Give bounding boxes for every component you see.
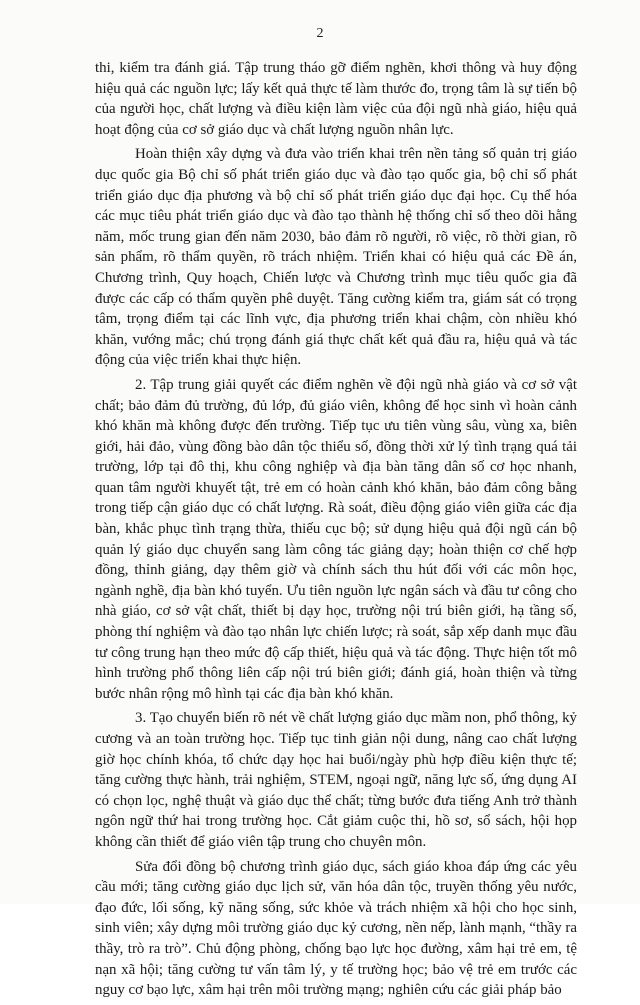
paragraph-item-2: 2. Tập trung giải quyết các điểm nghẽn về đội ngũ nhà giáo và cơ sở vật chất; bảo đảm đủ trường, đủ lớp, đủ giáo viên, không để học sinh vì hoàn cảnh khó khăn mà không được đến trường. Tiếp tục ưu tiên vùng sâu, vùng xa, biên giới, hải đảo, vùng đồng bào dân tộc thiểu số, đồng thời xử lý tình trạng quá tải trường, lớp tại đô thị, khu công nghiệp và địa bàn tăng dân số cơ học nhanh, quan tâm người khuyết tật, trẻ em có hoàn cảnh khó khăn, bảo đảm công bằng trong tiếp cận giáo dục có chất lượng. Rà soát, điều động giáo viên giữa các địa bàn, khắc phục tình trạng thừa, thiếu cục bộ; sử dụng hiệu quả đội ngũ cán bộ quản lý giáo dục chuyển sang làm công tác giảng dạy; hoàn thiện cơ chế hợp đồng, thỉnh giảng, dạy thêm giờ và chính sách thu hút đối với các môn học, ngành nghề, địa bàn khó tuyển. Ưu tiên nguồn lực ngân sách và đầu tư công cho nhà giáo, cơ sở vật chất, thiết bị dạy học, trường nội trú biên giới, hạ tầng số, phòng thí nghiệm và đào tạo nhân lực chiến lược; rà soát, sắp xếp danh mục đầu tư công trung hạn theo mức độ cấp thiết, hiệu quả và tác động. Thực hiện tốt mô hình trường phổ thông liên cấp nội trú biên giới; đánh giá, hoàn thiện và từng bước nhân rộng mô hình tại các địa bàn khó khăn. xyxy=(95,376,577,702)
paragraph-continuation: thi, kiểm tra đánh giá. Tập trung tháo gỡ điểm nghẽn, khơi thông và huy động hiệu quả các nguồn lực; lấy kết quả thực tế làm thước đo, trọng tâm là sự tiến bộ của người học, chất lượng và điều kiện làm việc của đội ngũ nhà giáo, hiệu quả hoạt động của cơ sở giáo dục và chất lượng nguồn nhân lực. xyxy=(95,60,577,138)
page-number: 2 xyxy=(316,26,324,41)
document-body xyxy=(95,58,577,1005)
paragraph-item-3: 3. Tạo chuyển biến rõ nét về chất lượng giáo dục mầm non, phổ thông, kỷ cương và an toàn trường học. Tiếp tục tinh giản nội dung, nâng cao chất lượng giờ học chính khóa, tổ chức dạy học hai buổi/ngày phù hợp điều kiện thực tế; tăng cường thực hành, trải nghiệm, STEM, ngoại ngữ, năng lực số, ứng dụng AI có chọn lọc, nghệ thuật và giáo dục thể chất; từng bước đưa tiếng Anh trở thành ngôn ngữ thứ hai trong trường học. Cắt giảm cuộc thi, hồ sơ, sổ sách, hội họp không cần thiết để giáo viên tập trung cho chuyên môn. xyxy=(95,710,577,850)
paragraph-indicator-system: Hoàn thiện xây dựng và đưa vào triển khai trên nền tảng số quản trị giáo dục quốc gia Bộ chỉ số phát triển giáo dục và đào tạo quốc gia, bộ chỉ số phát triển giáo dục địa phương và bộ chỉ số phát triển giáo dục đại học. Cụ thể hóa các mục tiêu phát triển giáo dục và đào tạo thành hệ thống chỉ số theo dõi hằng năm, mốc trung gian đến năm 2030, bảo đảm rõ người, rõ việc, rõ thời gian, rõ sản phẩm, rõ thẩm quyền, rõ trách nhiệm. Triển khai có hiệu quả các Đề án, Chương trình, Quy hoạch, Chiến lược và Chương trình mục tiêu quốc gia đã được các cấp có thẩm quyền phê duyệt. Tăng cường kiểm tra, giám sát có trọng tâm, trọng điểm tại các lĩnh vực, địa phương triển khai chậm, còn nhiều khó khăn, vướng mắc; chú trọng đánh giá thực chất kết quả đầu ra, hiệu quả và tác động của việc triển khai thực hiện. xyxy=(95,146,577,369)
paragraph-curriculum: Sửa đổi đồng bộ chương trình giáo dục, sách giáo khoa đáp ứng các yêu cầu mới; tăng cường giáo dục lịch sử, văn hóa dân tộc, truyền thống yêu nước, đạo đức, lối sống, kỹ năng sống, sức khỏe và trách nhiệm xã hội cho học sinh, sinh viên; xây dựng môi trường giáo dục kỷ cương, nền nếp, lành mạnh, “thầy ra thầy, trò ra trò”. Chủ động phòng, chống bạo lực học đường, xâm hại trẻ em, tệ nạn xã hội; tăng cường tư vấn tâm lý, y tế trường học; bảo vệ trẻ em trước các nguy cơ bạo lực, xâm hại trên môi trường mạng; nghiên cứu các giải pháp bảo xyxy=(95,858,577,999)
